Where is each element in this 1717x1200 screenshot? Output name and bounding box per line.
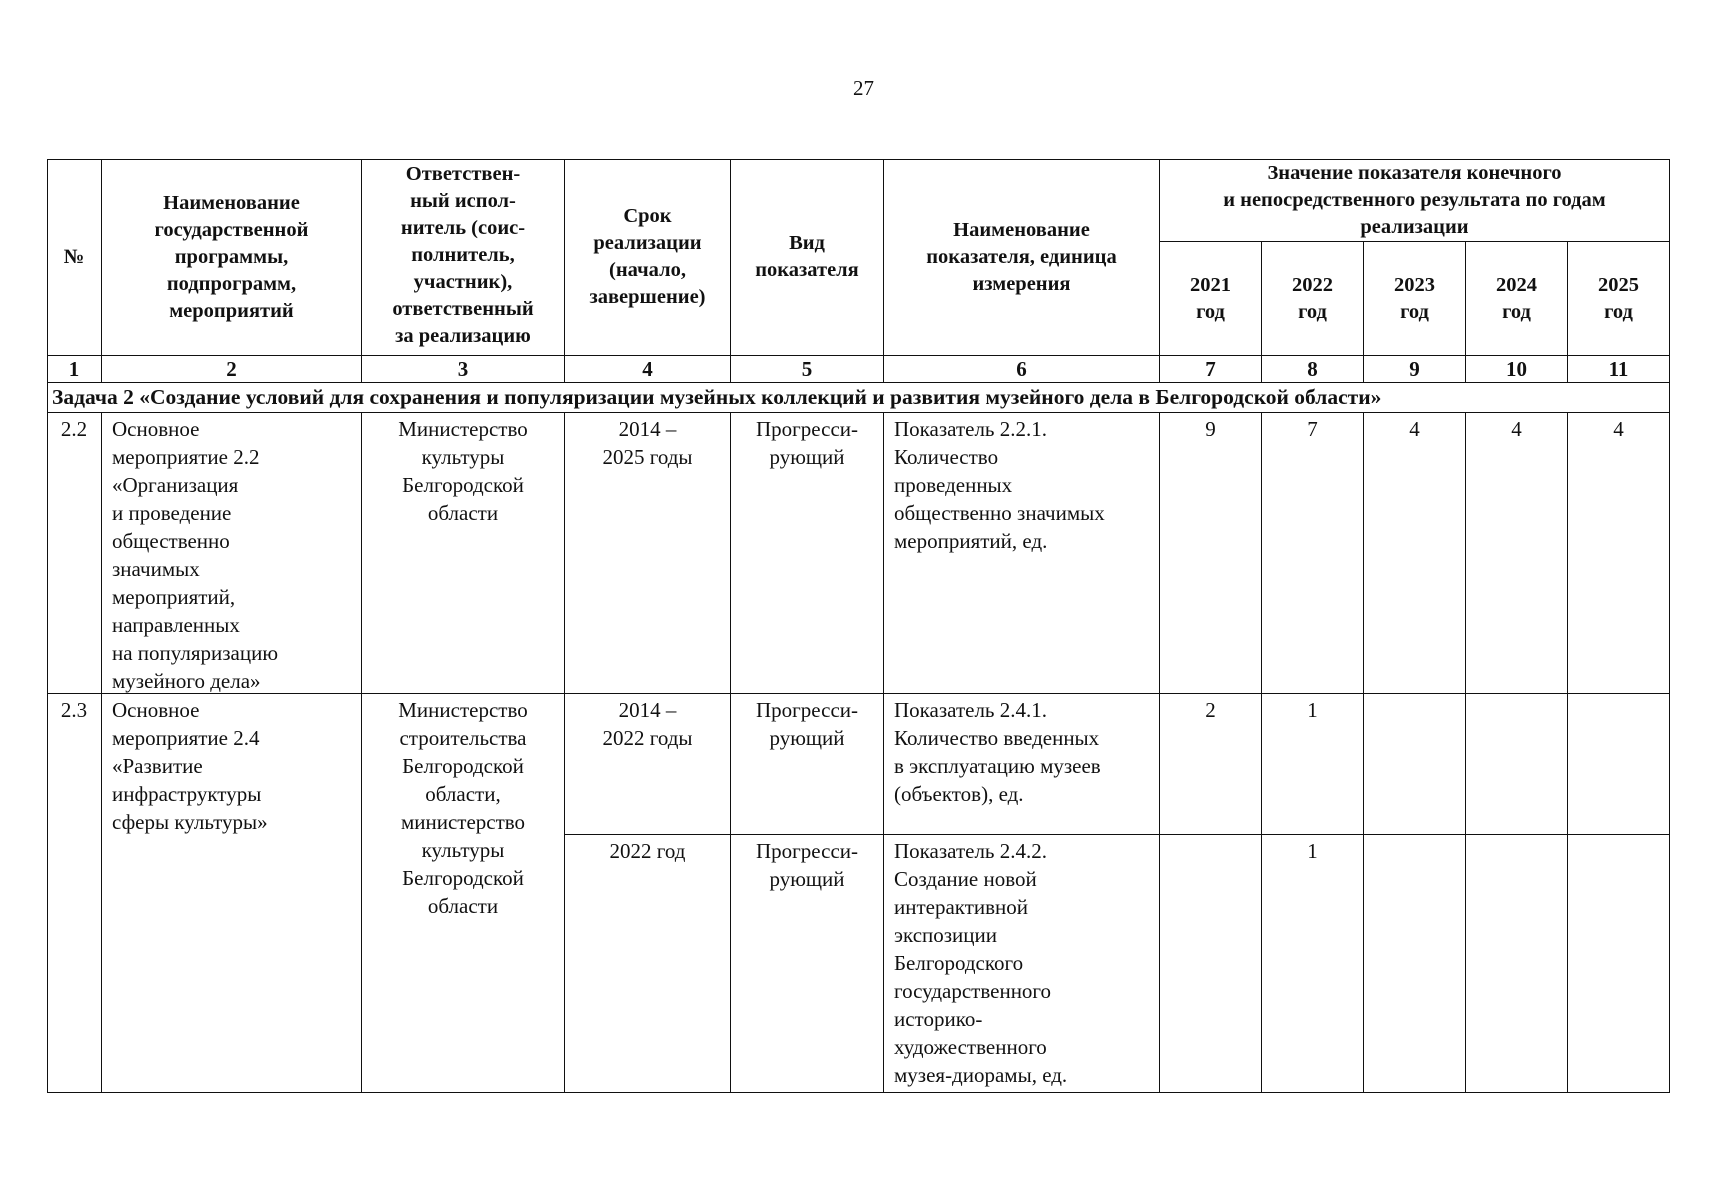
header-text-line: Наименование <box>163 191 300 214</box>
header-year: 2023 <box>1394 273 1435 296</box>
text-line: проведенных <box>894 473 1013 497</box>
text-line: 2022 годы <box>602 726 693 750</box>
column-number: 8 <box>1262 356 1364 383</box>
text-line: 2014 – <box>618 698 677 722</box>
text-line: области <box>427 894 499 918</box>
text-line: «Развитие <box>112 754 203 778</box>
page-number: 27 <box>853 76 874 100</box>
header-year-2022 <box>1262 242 1364 356</box>
row-number: 2.2 <box>47 413 102 694</box>
value-2023 <box>1364 694 1466 835</box>
implementation-term <box>565 413 731 694</box>
value-2023: 4 <box>1364 413 1466 694</box>
implementation-term <box>565 694 731 835</box>
column-number: 5 <box>731 356 884 383</box>
indicator-kind <box>731 413 884 694</box>
text-line: в эксплуатацию музеев <box>894 754 1101 778</box>
text-line: области <box>427 501 499 525</box>
header-text-line: Наименование <box>953 218 1090 241</box>
indicators-table <box>47 159 1670 1093</box>
text-line: рующий <box>769 867 845 891</box>
text-line: интерактивной <box>894 895 1029 919</box>
header-text-line: государственной <box>154 218 309 241</box>
value-2024 <box>1466 835 1568 1093</box>
header-text-line: Вид <box>789 232 825 254</box>
header-year-unit: год <box>1604 300 1633 323</box>
executor <box>362 413 565 694</box>
indicator-kind <box>731 835 884 1093</box>
text-line: инфраструктуры <box>112 782 262 806</box>
text-line: Показатель 2.2.1. <box>894 417 1047 441</box>
header-year: 2022 <box>1292 273 1333 296</box>
header-text-line: Ответствен- <box>405 163 521 185</box>
text-line: экспозиции <box>894 923 998 947</box>
text-line: музейного дела» <box>112 669 261 693</box>
value-2021 <box>1160 835 1262 1093</box>
value-2021: 9 <box>1160 413 1262 694</box>
indicator-name <box>884 835 1160 1093</box>
text-line: министерство <box>400 810 526 834</box>
column-number: 3 <box>362 356 565 383</box>
header-text-line: Значение показателя конечного <box>1267 161 1562 184</box>
text-line: на популяризацию <box>112 641 279 665</box>
text-line: рующий <box>769 726 845 750</box>
text-line: Белгородской <box>402 866 524 890</box>
value-2024: 4 <box>1466 413 1568 694</box>
value-2022: 1 <box>1262 835 1364 1093</box>
header-year-unit: год <box>1298 300 1327 323</box>
column-number: 11 <box>1568 356 1670 383</box>
text-line: мероприятие 2.2 <box>112 445 260 469</box>
indicator-name <box>884 413 1160 694</box>
text-line: мероприятий, ед. <box>894 529 1048 553</box>
column-number: 2 <box>102 356 362 383</box>
text-line: культуры <box>421 838 505 862</box>
header-text-line: участник), <box>413 271 513 293</box>
text-line: 2025 годы <box>602 445 693 469</box>
value-2025: 4 <box>1568 413 1670 694</box>
header-year-2021 <box>1160 242 1262 356</box>
text-line: области, <box>425 782 501 806</box>
header-text-line: мероприятий <box>169 299 294 322</box>
text-line: строительства <box>399 726 527 750</box>
text-line: рующий <box>769 445 845 469</box>
header-year-2023 <box>1364 242 1466 356</box>
value-2025 <box>1568 835 1670 1093</box>
text-line: значимых <box>112 557 200 581</box>
value-2021: 2 <box>1160 694 1262 835</box>
header-year-unit: год <box>1400 300 1429 323</box>
text-line: 2022 год <box>609 839 686 863</box>
header-executor <box>362 159 565 356</box>
header-text-line: (начало, <box>609 259 686 281</box>
header-year: 2025 <box>1598 273 1639 296</box>
text-line: Белгородского <box>894 951 1024 975</box>
header-text-line: ный испол- <box>410 190 516 212</box>
text-line: общественно значимых <box>894 501 1105 525</box>
text-line: мероприятие 2.4 <box>112 726 260 750</box>
header-text-line: показателя <box>755 259 859 281</box>
header-text-line: измерения <box>972 272 1071 295</box>
header-text-line: завершение) <box>589 286 706 308</box>
text-line: направленных <box>112 613 240 637</box>
text-line: Белгородской <box>402 473 524 497</box>
executor <box>362 694 565 1093</box>
header-text-line: показателя, единица <box>926 245 1117 268</box>
text-line: Прогресси- <box>756 417 858 441</box>
value-2022: 7 <box>1262 413 1364 694</box>
header-year-unit: год <box>1196 300 1225 323</box>
indicator-name <box>884 694 1160 835</box>
header-text-line: программы, <box>174 245 289 268</box>
indicator-kind <box>731 694 884 835</box>
text-line: художественного <box>894 1035 1047 1059</box>
text-line: 2014 – <box>618 417 677 441</box>
text-line: Создание новой <box>894 867 1037 891</box>
text-line: Основное <box>112 698 200 722</box>
value-2023 <box>1364 835 1466 1093</box>
text-line: мероприятий, <box>112 585 236 609</box>
text-line: и проведение <box>112 501 232 525</box>
text-line: историко- <box>894 1007 983 1031</box>
value-2024 <box>1466 694 1568 835</box>
column-number: 6 <box>884 356 1160 383</box>
text-line: «Организация <box>112 473 239 497</box>
header-text-line: реализации <box>593 232 702 254</box>
row-number: 2.3 <box>47 694 102 1093</box>
text-line: Показатель 2.4.2. <box>894 839 1047 863</box>
text-line: Количество введенных <box>894 726 1100 750</box>
header-year-2024 <box>1466 242 1568 356</box>
text-line: культуры <box>421 445 505 469</box>
text-line: Основное <box>112 417 200 441</box>
column-number: 7 <box>1160 356 1262 383</box>
text-line: (объектов), ед. <box>894 782 1024 806</box>
header-indicator-name <box>884 159 1160 356</box>
header-values-group <box>1160 159 1670 242</box>
text-line: государственного <box>894 979 1052 1003</box>
header-year-unit: год <box>1502 300 1531 323</box>
header-text-line: и непосредственного результата по годам <box>1223 188 1606 211</box>
header-text-line: подпрограмм, <box>166 272 297 295</box>
column-number: 4 <box>565 356 731 383</box>
text-line: Белгородской <box>402 754 524 778</box>
header-year: 2021 <box>1190 273 1231 296</box>
header-text-line: Срок <box>623 205 672 227</box>
header-number <box>47 159 102 356</box>
event-name <box>102 413 362 694</box>
text-line: Количество <box>894 445 999 469</box>
column-number: 1 <box>47 356 102 383</box>
value-2022: 1 <box>1262 694 1364 835</box>
event-name <box>102 694 362 1093</box>
text-line: Министерство <box>398 698 528 722</box>
header-year-2025 <box>1568 242 1670 356</box>
column-number: 10 <box>1466 356 1568 383</box>
text-line: общественно <box>112 529 230 553</box>
text-line: Показатель 2.4.1. <box>894 698 1047 722</box>
implementation-term <box>565 835 731 1093</box>
header-term <box>565 159 731 356</box>
text-line: Прогресси- <box>756 698 858 722</box>
text-line: музея-диорамы, ед. <box>894 1063 1068 1087</box>
header-text-line: реализации <box>1360 215 1469 238</box>
text-line: Министерство <box>398 417 528 441</box>
header-text-line: нитель (соис- <box>400 217 526 239</box>
column-number: 9 <box>1364 356 1466 383</box>
header-year: 2024 <box>1496 273 1537 296</box>
value-2025 <box>1568 694 1670 835</box>
header-program-name <box>102 159 362 356</box>
header-text-line: за реализацию <box>395 325 531 347</box>
text-line: Прогресси- <box>756 839 858 863</box>
task-row: Задача 2 «Создание условий для сохранения и популяризации музейных коллекций и развития музейного дела в Белгородской области» <box>47 383 1670 413</box>
header-text-line: ответственный <box>392 298 534 320</box>
header-text-line: полнитель, <box>411 244 515 266</box>
header-indicator-kind <box>731 159 884 356</box>
text-line: сферы культуры» <box>112 810 268 834</box>
header-number-label: № <box>63 245 85 268</box>
